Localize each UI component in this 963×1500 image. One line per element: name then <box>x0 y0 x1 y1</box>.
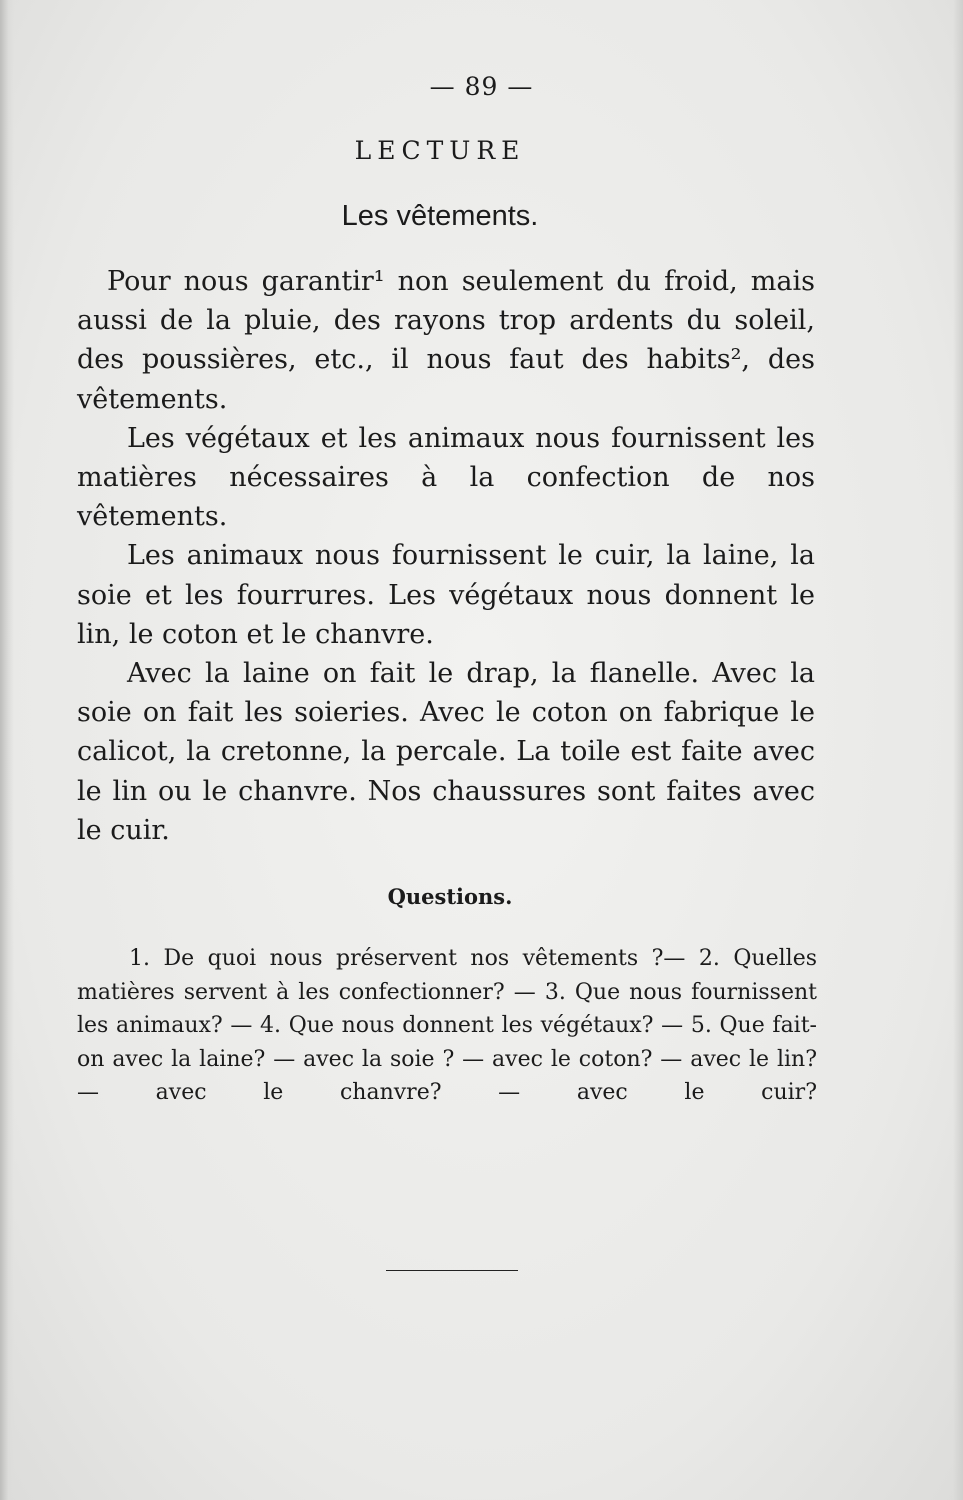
questions-paragraph: 1. De quoi nous préservent nos vêtements ?— 2. Quelles matières servent à les confectionner? — 3. Que nous fournissent les animaux? — 4. Que nous donnent les végétaux? — 5. Que fait-on avec la laine? — avec la soie ? — avec le coton? — avec le lin? — avec le chanvre? — avec le cuir? <box>77 946 817 1106</box>
lesson-title: Les vêtements. <box>341 200 539 232</box>
questions-heading: Questions. <box>387 884 513 909</box>
section-title: LECTURE <box>354 136 526 165</box>
page-number: — 89 — <box>429 72 534 101</box>
questions-block <box>77 942 817 1110</box>
reading-text <box>77 262 815 850</box>
paragraph: Les animaux nous fournissent le cuir, la laine, la soie et les fourrures. Les végétaux nous donnent le lin, le coton et le chanvre. <box>77 540 815 650</box>
end-rule-divider <box>386 1270 518 1271</box>
paragraph: Avec la laine on fait le drap, la flanelle. Avec la soie on fait les soieries. Avec le coton on fabrique le calicot, la cretonne, la percale. La toile est faite avec le lin ou le chanvre. Nos chaussures sont faites avec le cuir. <box>77 658 815 846</box>
page-right-edge <box>953 0 963 1500</box>
paragraph: Pour nous garantir¹ non seulement du froid, mais aussi de la pluie, des rayons trop ardents du soleil, des poussières, etc., il nous faut des habits², des vêtements. <box>77 266 815 415</box>
paragraph: Les végétaux et les animaux nous fournissent les matières nécessaires à la confection de nos vêtements. <box>77 422 815 533</box>
